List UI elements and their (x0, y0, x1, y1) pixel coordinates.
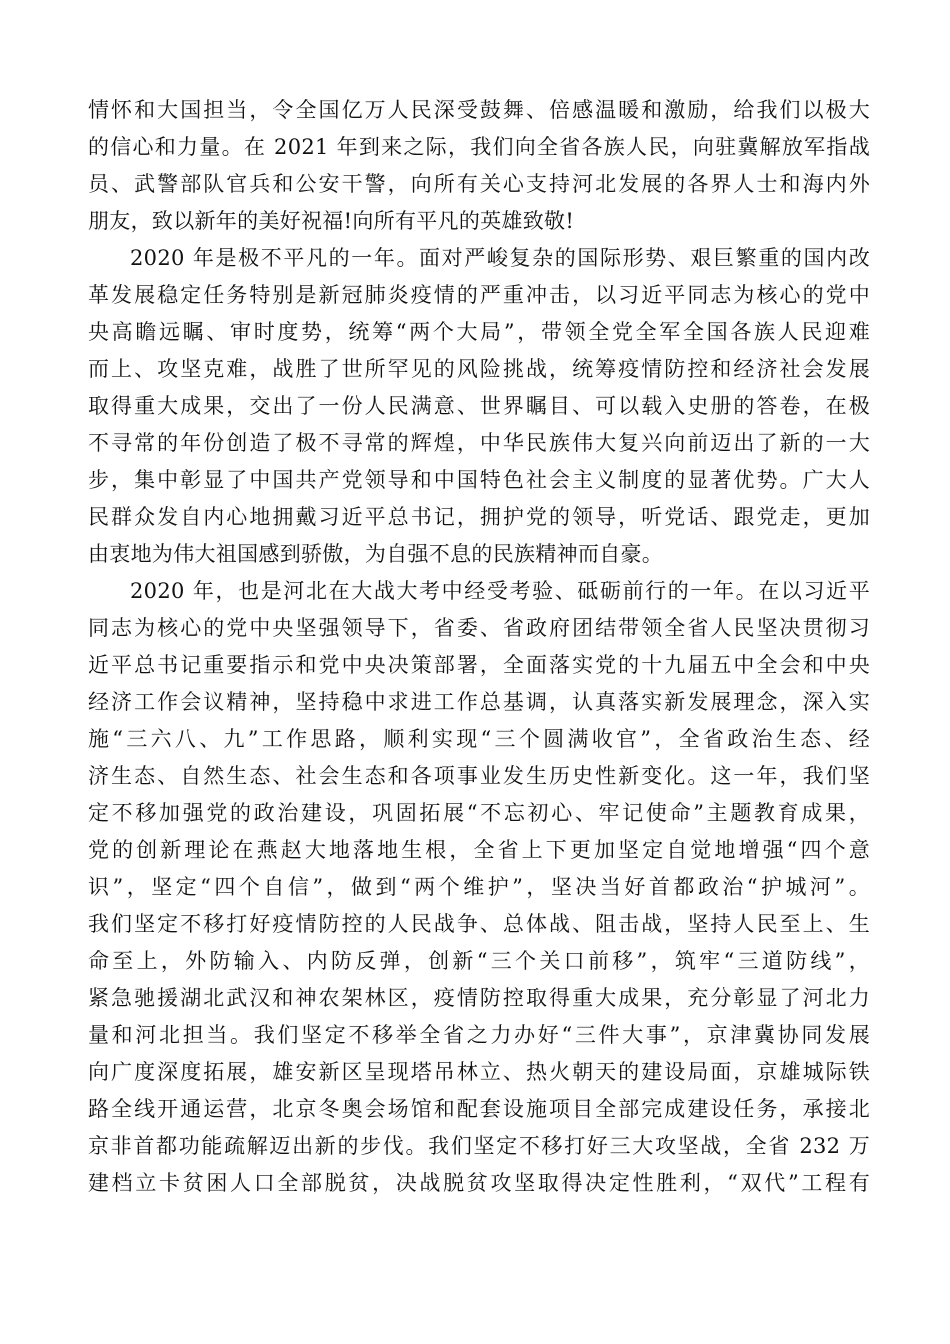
text-line: 2020 年是极不平凡的一年。面对严峻复杂的国际形势、艰巨繁重的国内改 (130, 246, 870, 270)
paragraph-1 (88, 92, 870, 240)
text-line: 命至上，外防输入、内防反弹，创新“三个关口前移”，筑牢“三道防线”， (88, 949, 870, 973)
text-line: 党的创新理论在燕赵大地落地生根，全省上下更加坚定自觉地增强“四个意 (88, 838, 870, 862)
text-line: 京非首都功能疏解迈出新的步伐。我们坚定不移打好三大攻坚战，全省 232 万 (88, 1134, 870, 1158)
text-line: 情怀和大国担当，令全国亿万人民深受鼓舞、倍感温暖和激励，给我们以极大 (88, 98, 870, 122)
text-line: 紧急驰援湖北武汉和神农架林区，疫情防控取得重大成果，充分彰显了河北力 (88, 986, 870, 1010)
text-line: 近平总书记重要指示和党中央决策部署，全面落实党的十九届五中全会和中央 (88, 653, 870, 677)
text-line: 的信心和力量。在 2021 年到来之际，我们向全省各族人民，向驻冀解放军指战 (88, 135, 870, 159)
text-line: 建档立卡贫困人口全部脱贫，决战脱贫攻坚取得决定性胜利，“双代”工程有 (88, 1171, 870, 1195)
text-line: 而上、攻坚克难，战胜了世所罕见的风险挑战，统筹疫情防控和经济社会发展 (88, 357, 870, 381)
text-line: 民群众发自内心地拥戴习近平总书记，拥护党的领导，听党话、跟党走，更加 (88, 505, 870, 529)
text-line: 济生态、自然生态、社会生态和各项事业发生历史性新变化。这一年，我们坚 (88, 764, 870, 788)
text-line: 央高瞻远瞩、审时度势，统筹“两个大局”，带领全党全军全国各族人民迎难 (88, 320, 870, 344)
document-body (88, 92, 870, 1202)
text-line: 向广度深度拓展，雄安新区呈现塔吊林立、热火朝天的建设局面，京雄城际铁 (88, 1060, 870, 1084)
text-line: 员、武警部队官兵和公安干警，向所有关心支持河北发展的各界人士和海内外 (88, 172, 870, 196)
text-line: 朋友，致以新年的美好祝福!向所有平凡的英雄致敬! (88, 209, 575, 233)
text-line: 不寻常的年份创造了极不寻常的辉煌，中华民族伟大复兴向前迈出了新的一大 (88, 431, 870, 455)
text-line: 识”，坚定“四个自信”，做到“两个维护”，坚决当好首都政治“护城河”。 (88, 875, 870, 899)
text-line: 同志为核心的党中央坚强领导下，省委、省政府团结带领全省人民坚决贯彻习 (88, 616, 870, 640)
text-line: 革发展稳定任务特别是新冠肺炎疫情的严重冲击，以习近平同志为核心的党中 (88, 283, 870, 307)
text-line: 2020 年，也是河北在大战大考中经受考验、砥砺前行的一年。在以习近平 (130, 579, 870, 603)
text-line: 取得重大成果，交出了一份人民满意、世界瞩目、可以载入史册的答卷，在极 (88, 394, 870, 418)
text-line: 由衷地为伟大祖国感到骄傲，为自强不息的民族精神而自豪。 (88, 542, 664, 566)
text-line: 定不移加强党的政治建设，巩固拓展“不忘初心、牢记使命”主题教育成果， (88, 801, 870, 825)
paragraph-3 (88, 573, 870, 1202)
text-line: 经济工作会议精神，坚持稳中求进工作总基调，认真落实新发展理念，深入实 (88, 690, 870, 714)
paragraph-2 (88, 240, 870, 573)
text-line: 路全线开通运营，北京冬奥会场馆和配套设施项目全部完成建设任务，承接北 (88, 1097, 870, 1121)
text-line: 量和河北担当。我们坚定不移举全省之力办好“三件大事”，京津冀协同发展 (88, 1023, 870, 1047)
text-line: 步，集中彰显了中国共产党领导和中国特色社会主义制度的显著优势。广大人 (88, 468, 870, 492)
text-line: 我们坚定不移打好疫情防控的人民战争、总体战、阻击战，坚持人民至上、生 (88, 912, 870, 936)
text-line: 施“三六八、九”工作思路，顺利实现“三个圆满收官”，全省政治生态、经 (88, 727, 870, 751)
